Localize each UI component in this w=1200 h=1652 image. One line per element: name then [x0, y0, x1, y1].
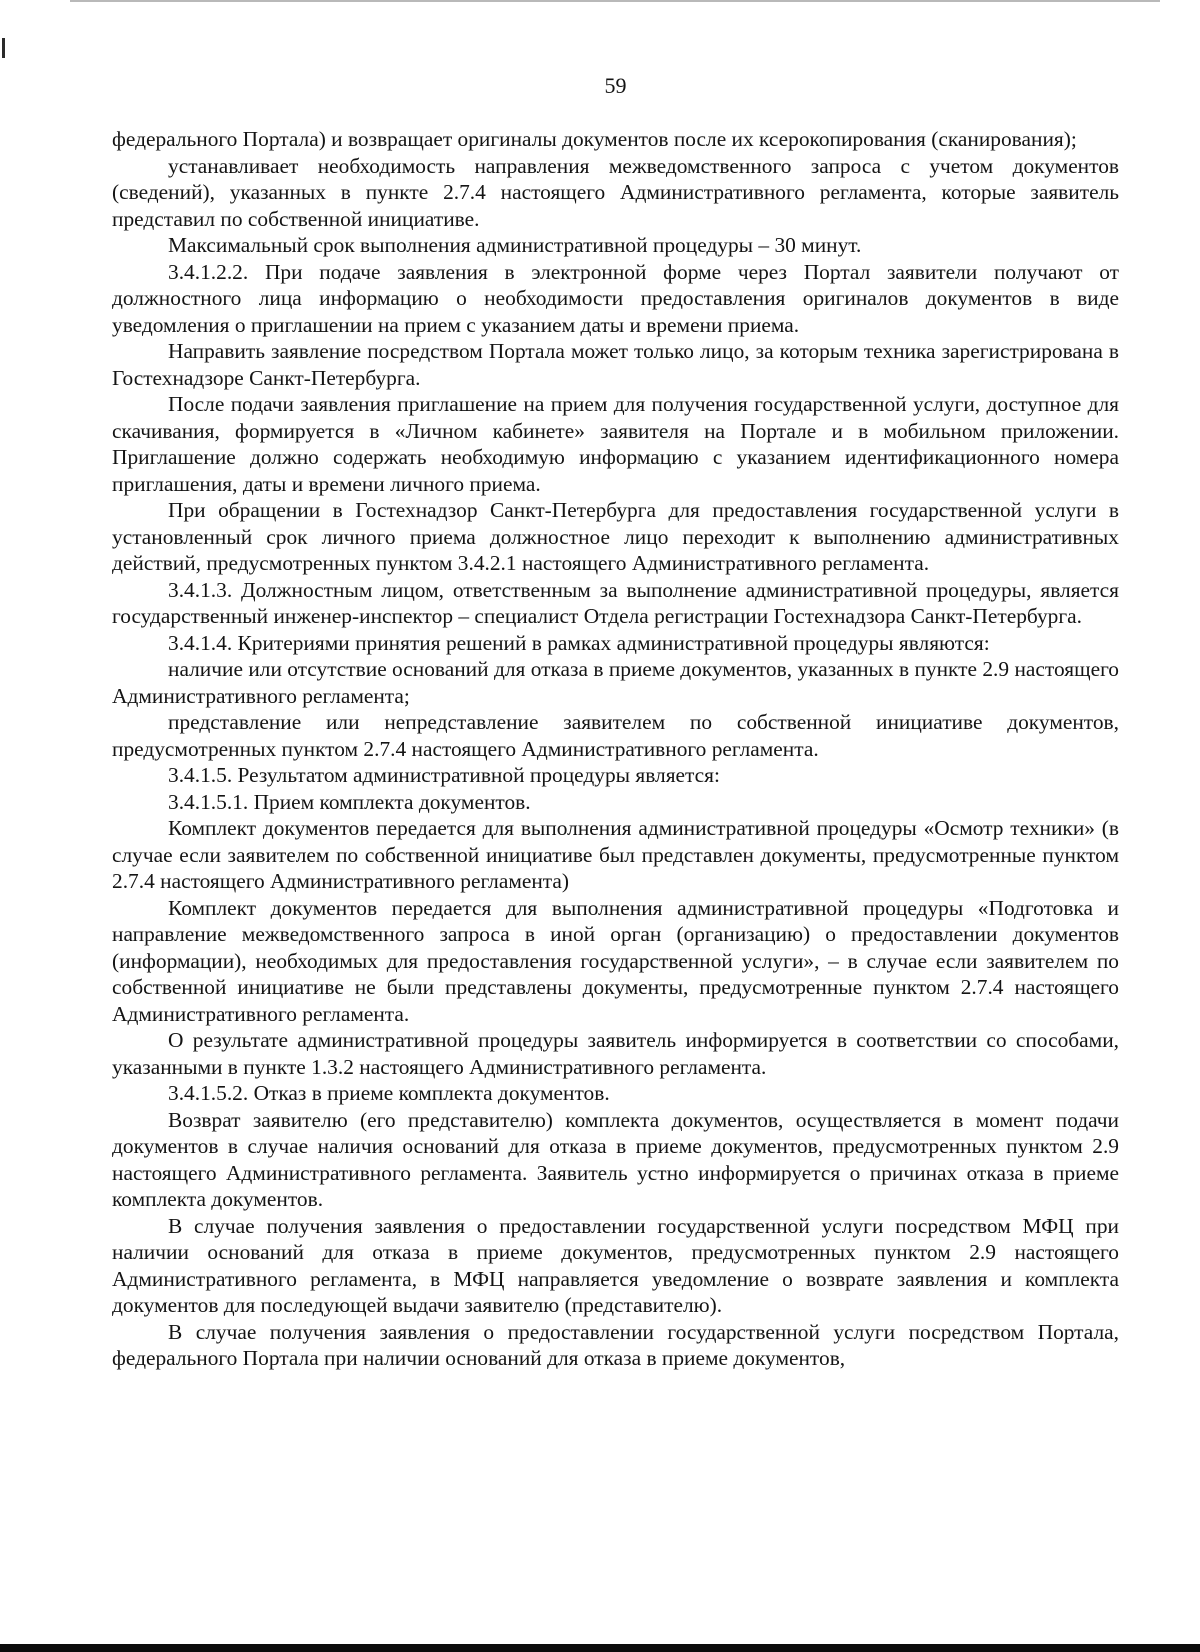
- paragraph-10: наличие или отсутствие оснований для отказа в приеме документов, указанных в пункте 2.9 настоящего Административного регламента;: [112, 657, 1119, 708]
- document-body: [112, 126, 1119, 1372]
- paragraph-8: 3.4.1.3. Должностным лицом, ответственным за выполнение административной процедуры, является государственный инженер-инспектор – специалист Отдела регистрации Гостехнадзора Санкт-Петербурга.: [112, 577, 1119, 628]
- paragraph-6: После подачи заявления приглашение на прием для получения государственной услуги, доступное для скачивания, формируется в «Личном кабинете» заявителя на Портале и в мобильном приложении. Приглашение должно содержать необходимую информацию с указанием идентификационного номера приглашения, даты и времени личного приема.: [112, 392, 1119, 496]
- scan-top-edge: [70, 0, 1160, 2]
- paragraph-12: 3.4.1.5. Результатом административной процедуры является:: [168, 763, 720, 787]
- paragraph-13: 3.4.1.5.1. Прием комплекта документов.: [168, 789, 531, 814]
- paragraph-7: При обращении в Гостехнадзор Санкт-Петербурга для предоставления государственной услуги в установленный срок личного приема должностное лицо переходит к выполнению административных действий, предусмотренных пунктом 3.4.2.1 настоящего Административного регламента.: [112, 498, 1119, 575]
- paragraph-17: 3.4.1.5.2. Отказ в приеме комплекта документов.: [168, 1081, 610, 1105]
- page-number: 59: [604, 73, 627, 98]
- paragraph-4: 3.4.1.2.2. При подаче заявления в электронной форме через Портал заявители получают от должностного лица информацию о необходимости предоставления оригиналов документов в виде уведомления о приглашении на прием с указанием даты и времени приема.: [112, 259, 1119, 337]
- paragraph-19: В случае получения заявления о предоставлении государственной услуги посредством МФЦ при наличии оснований для отказа в приеме документов, предусмотренных пунктом 2.9 настоящего Административного регламента, в МФЦ направляется уведомление о возврате заявления и комплекта документов для последующей выдачи заявителю (представителю).: [112, 1213, 1119, 1317]
- paragraph-15: Комплект документов передается для выполнения административной процедуры «Подготовка и направление межведомственного запроса в иной орган (организацию) о предоставлении документов (информации), необходимых для предоставления государственной услуги», – в случае если заявителем по собственной инициативе не были представлены документы, предусмотренные пунктом 2.7.4 настоящего Административного регламента.: [112, 895, 1119, 1026]
- paragraph-20: В случае получения заявления о предоставлении государственной услуги посредством Портала, федерального Портала при наличии оснований для отказа в приеме документов,: [112, 1319, 1119, 1370]
- paragraph-1: федерального Портала) и возвращает оригиналы документов после их ксерокопирования (сканирования);: [112, 127, 1077, 151]
- paragraph-5: Направить заявление посредством Портала может только лицо, за которым техника зарегистрирована в Гостехнадзоре Санкт-Петербурга.: [112, 339, 1119, 390]
- paragraph-3: Максимальный срок выполнения административной процедуры – 30 минут.: [168, 233, 862, 257]
- scan-bottom-edge: [0, 1644, 1200, 1652]
- paragraph-2: устанавливает необходимость направления межведомственного запроса с учетом документов (сведений), указанных в пункте 2.7.4 настоящего Административного регламента, которые заявитель представил по собственной инициативе.: [112, 153, 1119, 231]
- scan-left-mark: [2, 38, 5, 58]
- paragraph-14: Комплект документов передается для выполнения административной процедуры «Осмотр техники» (в случае если заявителем по собственной инициативе был представлен документы, предусмотренные пунктом 2.7.4 настоящего Административного регламента): [112, 816, 1119, 893]
- paragraph-18: Возврат заявителю (его представителю) комплекта документов, осуществляется в момент подачи документов в случае наличия оснований для отказа в приеме документов, предусмотренных пунктом 2.9 настоящего Административного регламента. Заявитель устно информируется о причинах отказа в приеме комплекта документов.: [112, 1107, 1119, 1211]
- paragraph-11: представление или непредставление заявителем по собственной инициативе документов, предусмотренных пунктом 2.7.4 настоящего Административного регламента.: [112, 710, 1119, 761]
- paragraph-16: О результате административной процедуры заявитель информируется в соответствии со способами, указанными в пункте 1.3.2 настоящего Административного регламента.: [112, 1028, 1119, 1079]
- paragraph-9: 3.4.1.4. Критериями принятия решений в рамках административной процедуры являются:: [168, 630, 990, 655]
